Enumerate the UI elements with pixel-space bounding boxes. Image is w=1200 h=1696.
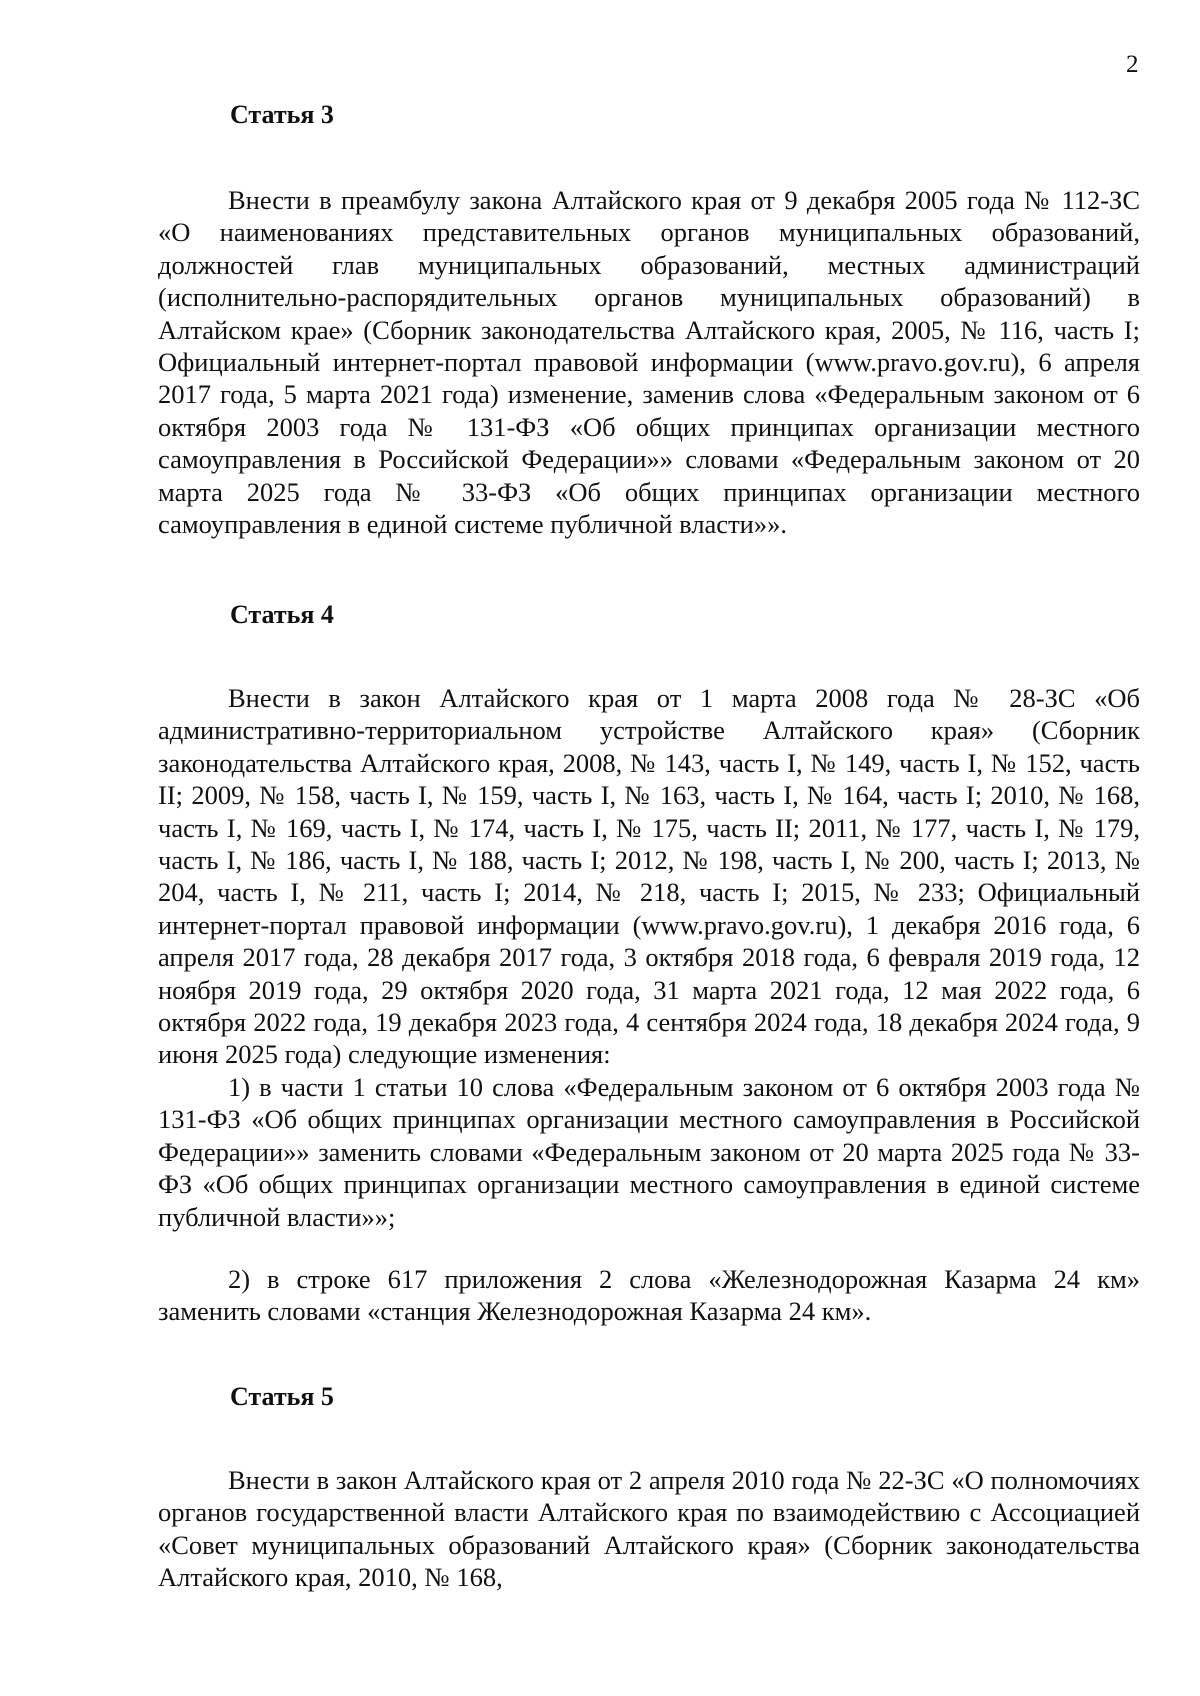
article-5 — [158, 1382, 1140, 1594]
article-paragraph: Внести в закон Алтайского края от 2 апреля 2010 года № 22-ЗС «О полномочиях органов государственной власти Алтайского края по взаимодействию с Ассоциацией «Совет муниципальных образований Алтайского края» (Сборник законодательства Алтайского края, 2010, № 168, — [158, 1465, 1140, 1593]
article-3 — [158, 100, 1140, 540]
article-heading: Статья 5 — [230, 1382, 334, 1411]
article-list-item: 1) в части 1 статьи 10 слова «Федеральным законом от 6 октября 2003 года № 131-ФЗ «Об общих принципах организации местного самоуправления в Российской Федерации»» заменить словами «Федеральным законом от 20 марта 2025 года № 33-ФЗ «Об общих принципах организации местного самоуправления в единой системе публичной власти»»; — [158, 1071, 1140, 1232]
article-heading: Статья 3 — [230, 100, 334, 129]
article-list-item: 2) в строке 617 приложения 2 слова «Железнодорожная Казарма 24 км» заменить словами «станция Железнодорожная Казарма 24 км». — [158, 1263, 1140, 1327]
article-paragraph: Внести в преамбулу закона Алтайского края от 9 декабря 2005 года № 112-ЗС «О наименованиях представительных органов муниципальных образований, должностей глав муниципальных образований, местных администраций (исполнительно-распорядительных органов муниципальных образований) в Алтайском крае» (Сборник законодательства Алтайского края, 2005, № 116, часть I; Официальный интернет-портал правовой информации (www.pravo.gov.ru), 6 апреля 2017 года, 5 марта 2021 года) изменение, заменив слова «Федеральным законом от 6 октября 2003 года № 131-ФЗ «Об общих принципах организации местного самоуправления в Российской Федерации»» словами «Федеральным законом от 20 марта 2025 года № 33-ФЗ «Об общих принципах организации местного самоуправления в единой системе публичной власти»». — [158, 185, 1140, 540]
article-4 — [158, 600, 1140, 1328]
article-paragraph: Внести в закон Алтайского края от 1 марта 2008 года № 28-ЗС «Об административно-территориальном устройстве Алтайского края» (Сборник законодательства Алтайского края, 2008, № 143, часть I, № 149, часть I, № 152, часть II; 2009, № 158, часть I, № 159, часть I, № 163, часть I, № 164, часть I; 2010, № 168, часть I, № 169, часть I, № 174, часть I, № 175, часть II; 2011, № 177, часть I, № 179, часть I, № 186, часть I, № 188, часть I; 2012, № 198, часть I, № 200, часть I; 2013, № 204, часть I, № 211, часть I; 2014, № 218, часть I; 2015, № 233; Официальный интернет-портал правовой информации (www.pravo.gov.ru), 1 декабря 2016 года, 6 апреля 2017 года, 28 декабря 2017 года, 3 октября 2018 года, 6 февраля 2019 года, 12 ноября 2019 года, 29 октября 2020 года, 31 марта 2021 года, 12 мая 2022 года, 6 октября 2022 года, 19 декабря 2023 года, 4 сентября 2024 года, 18 декабря 2024 года, 9 июня 2025 года) следующие изменения: — [158, 683, 1140, 1070]
article-heading: Статья 4 — [230, 600, 334, 629]
page-number: 2 — [1126, 51, 1139, 78]
